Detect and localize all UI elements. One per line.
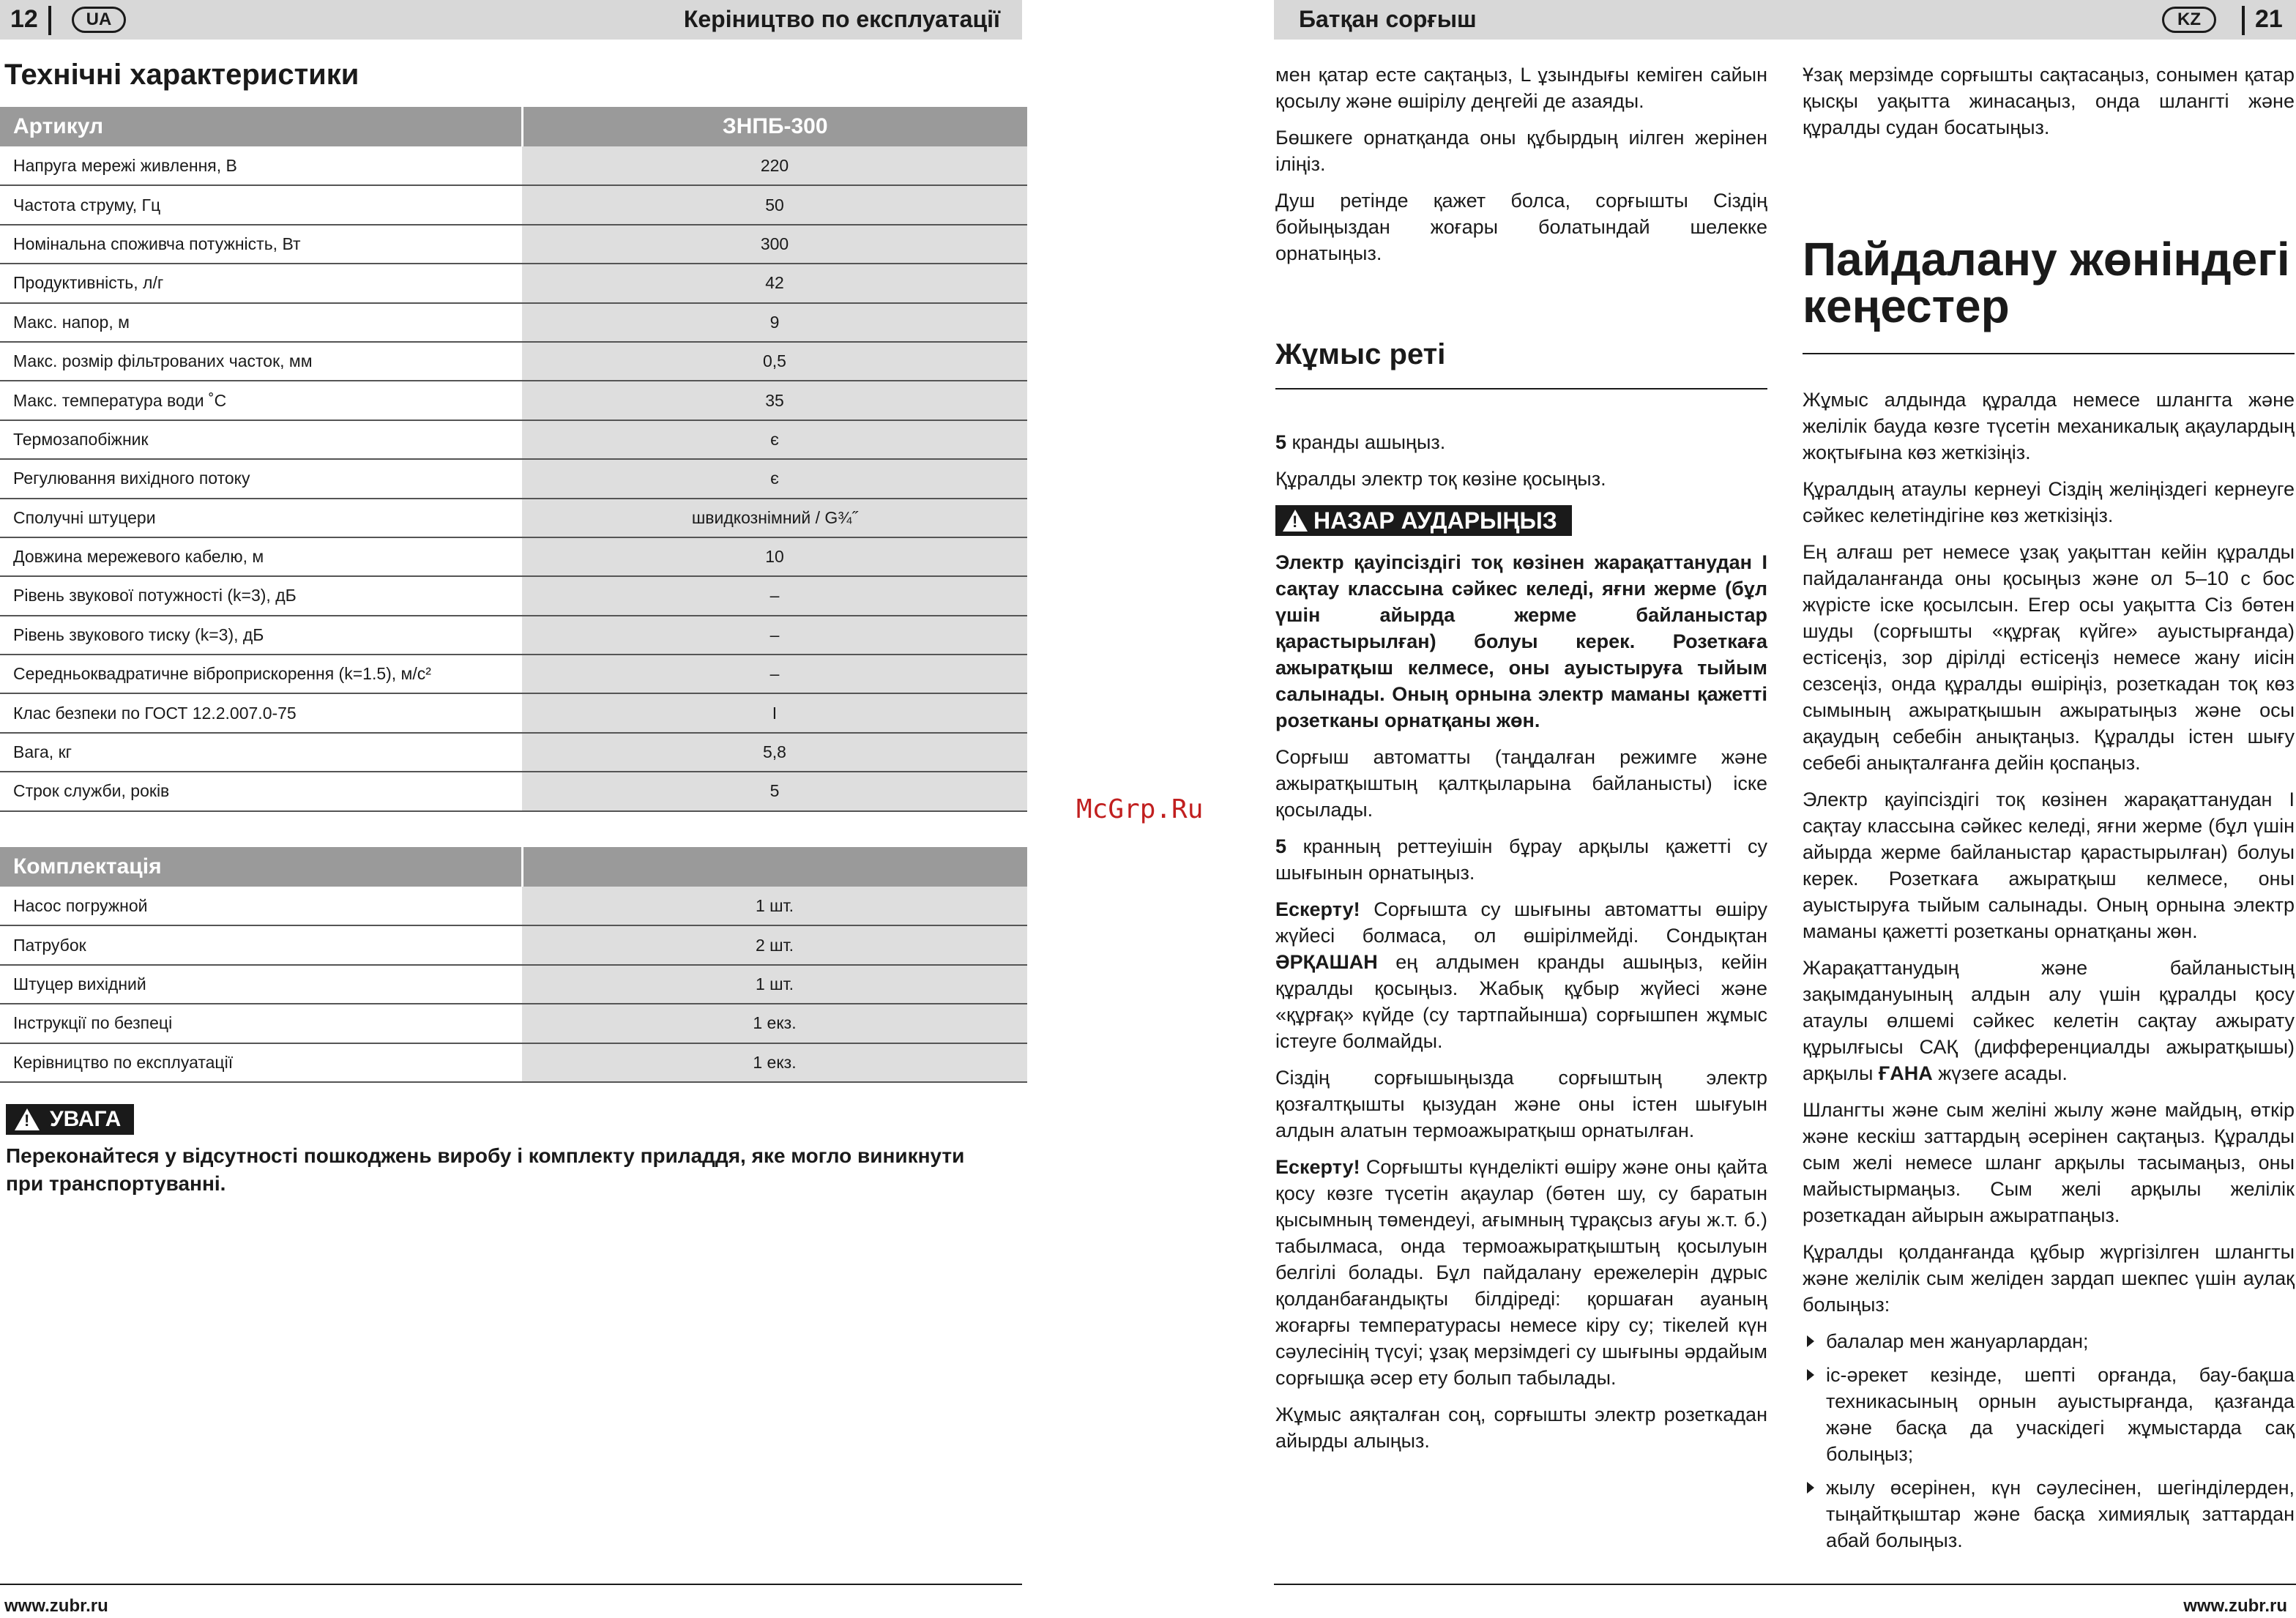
- table-cell-name: Термозапобіжник: [0, 420, 522, 459]
- table-row: [0, 1043, 1027, 1082]
- table-cell-value: 5,8: [522, 733, 1027, 772]
- table-row: [0, 537, 1027, 576]
- right-page-header: [1274, 0, 2296, 40]
- table-cell-value: 1 шт.: [522, 965, 1027, 1004]
- footer-divider: [0, 1584, 1022, 1585]
- table-header-cell: ЗНПБ-300: [522, 107, 1027, 146]
- paragraph: Сіздің сорғышыңызда сорғыштың электр қозғалтқышты қызудан және оны істен шығуын алдын алатын термоажыратқыш орнатылған.: [1275, 1067, 1767, 1141]
- list-item: [1803, 1475, 2295, 1554]
- table-row: [0, 925, 1027, 964]
- table-cell-name: Макс. напор, м: [0, 303, 522, 342]
- paragraph-text: жүзеге асады.: [1932, 1062, 2068, 1084]
- text-column-left: [1275, 61, 1767, 1464]
- table-row: [0, 146, 1027, 185]
- table-cell-value: є: [522, 420, 1027, 459]
- table-cell-value: швидкознімний / G¾˝: [522, 499, 1027, 537]
- language-badge: KZ: [2162, 7, 2216, 33]
- list-item-text: балалар мен жануарлардан;: [1826, 1330, 2089, 1352]
- table-cell-value: 42: [522, 264, 1027, 302]
- list-item-text: жылу өсерінен, күн сәулесінен, шегінділерден, тыңайтқыштар және басқа химиялық заттардан абай болыңыз.: [1826, 1477, 2295, 1551]
- note-label: Ескерту!: [1275, 898, 1360, 920]
- table-row: [0, 887, 1027, 925]
- table-cell-value: 2 шт.: [522, 925, 1027, 964]
- bullet-list: [1803, 1328, 2295, 1554]
- list-item: [1803, 1328, 2295, 1354]
- paragraph-text: кранды ашыңыз.: [1286, 431, 1446, 453]
- footer-url: www.zubr.ru: [4, 1596, 108, 1616]
- paragraph: [1803, 955, 2295, 1086]
- table-cell-value: 300: [522, 225, 1027, 264]
- table-row: [0, 693, 1027, 732]
- paragraph: Шлангты және сым желіні жылу және майдың, өткір және кескіш заттардың әсерінен сақтаңыз. Құралды сым желі немесе шланг арқылы тасымаңыз, оны майыстырмаңыз. Сым желі арқылы желілік розеткадан айырын ажыратпаңыз.: [1803, 1099, 2295, 1226]
- table-cell-value: 220: [522, 146, 1027, 185]
- specs-table: [0, 107, 1027, 812]
- note-emphasis: ӘРҚАШАН: [1275, 951, 1378, 973]
- table-cell-value: 1 шт.: [522, 887, 1027, 925]
- warning-icon: !: [15, 1108, 40, 1130]
- table-cell-name: Керівництво по експлуатації: [0, 1043, 522, 1082]
- paragraph: Ұзақ мерзімде сорғышты сақтасаңыз, сонымен қатар қысқы уақытта жинасаңыз, онда шлангті және құралды судан босатыңыз.: [1803, 64, 2295, 138]
- table-row: [0, 342, 1027, 381]
- paragraph: [1275, 833, 1767, 886]
- footer-divider: [1274, 1584, 2296, 1585]
- header-divider: [48, 6, 51, 35]
- table-cell-name: Патрубок: [0, 925, 522, 964]
- table-row: [0, 381, 1027, 420]
- table-row: [0, 576, 1027, 615]
- page-number: 12: [10, 5, 38, 33]
- work-heading: Жұмыс реті: [1275, 337, 1767, 389]
- note-text: ең алдымен кранды ашыңыз, кейін құралды қосыңыз. Жабық құбыр жүйесі және «құрғақ» күйде (су тартпайынша) сорғышпен жұмыс істеуге болмайды.: [1275, 951, 1767, 1052]
- paragraph: Сорғыш автоматты (таңдалған режимге және ажыратқыштың қалтқыларына байланысты) іске қосылады.: [1275, 746, 1767, 821]
- left-page-header: [0, 0, 1022, 40]
- table-row: [0, 1004, 1027, 1043]
- table-cell-name: Частота струму, Гц: [0, 185, 522, 224]
- table-cell-value: –: [522, 616, 1027, 655]
- paragraph-text: Жарақаттанудың және байланыстың зақымдануының алдын алу үшін құралды қосу атаулы өлшемі сәйкес келетін сақтау ажырату құрылғысы САҚ (дифференциалды ажыратқышы) арқылы: [1803, 957, 2295, 1084]
- table-header-row: [0, 107, 1027, 146]
- table-row: [0, 303, 1027, 342]
- paragraph-text: кранның реттеуішін бұрау арқылы қажетті су шығынын орнатыңыз.: [1275, 835, 1767, 884]
- table-cell-name: Інструкції по безпеці: [0, 1004, 522, 1043]
- table-cell-value: I: [522, 693, 1027, 732]
- table-header-row: [0, 847, 1027, 887]
- step-number: 5: [1275, 431, 1287, 453]
- table-header-cell: [522, 847, 1027, 887]
- table-cell-value: 35: [522, 381, 1027, 420]
- language-badge: UA: [72, 7, 126, 33]
- footer-url: www.zubr.ru: [2183, 1596, 2287, 1616]
- warning-icon: !: [1283, 510, 1308, 532]
- table-cell-name: Рівень звукового тиску (k=3), дБ: [0, 616, 522, 655]
- table-row: [0, 499, 1027, 537]
- bullet-arrow-icon: [1807, 1369, 1814, 1381]
- paragraph: Электр қауіпсіздігі тоқ көзінен жарақаттанудан I сақтау классына сәйкес келеді, яғни жерме (бұл үшін айырда жерме байланыстар қарастырылған) болуы керек. Розеткаға ажыратқыш келмесе, оны ауыстыруға тыйым салынады. Оның орнына электр маманы қажетті розетканы орнатқаны жөн.: [1803, 789, 2295, 942]
- note-text: Сорғышты күнделікті өшіру және оны қайта қосу көзге түсетін ақаулар (бөтен шу, су баратын қысымның төмендеуі, ағымның тұрақсыз ағуы ж.т. б.) табылмаса, онда термоажыратқыштың қосылуын белгілі болады. Бұл пайдалану ережелерін дұрыс қолданбағандықты білдіреді: қоршаған ауаның жоғарғы температурасы немесе кіру су; тікелей күн сәулесінің түсуі; ұзақ мерзімдегі су шығыны әрдайым сорғышқа әсер ету болып табылады.: [1275, 1156, 1767, 1389]
- table-cell-name: Штуцер вихідний: [0, 965, 522, 1004]
- table-cell-name: Макс. розмір фільтрованих часток, мм: [0, 342, 522, 381]
- page-number: 21: [2255, 5, 2283, 33]
- table-cell-value: 0,5: [522, 342, 1027, 381]
- paragraph-emphasis: ҒАНА: [1878, 1062, 1933, 1084]
- table-cell-name: Насос погружной: [0, 887, 522, 925]
- table-cell-value: 9: [522, 303, 1027, 342]
- table-row: [0, 965, 1027, 1004]
- table-row: [0, 264, 1027, 302]
- table-row: [0, 772, 1027, 810]
- attention-label: НАЗАР АУДАРЫҢЫЗ: [1313, 507, 1557, 534]
- step-number: 5: [1275, 835, 1287, 857]
- table-cell-name: Продуктивність, л/г: [0, 264, 522, 302]
- table-cell-name: Сполучні штуцери: [0, 499, 522, 537]
- paragraph: [1275, 429, 1767, 455]
- paragraph: Жұмыс алдында құралда немесе шлангта және желілік бауда көзге түсетін механикалық ақаулардың жоқтығына көз жеткізіңіз.: [1803, 389, 2295, 463]
- table-cell-value: 1 екз.: [522, 1043, 1027, 1082]
- paragraph: Құралдың атаулы кернеуі Сіздің желіңіздегі кернеуге сәйкес келетіндігіне көз жеткізіңіз.: [1803, 478, 2295, 526]
- table-cell-name: Середньоквадратичне віброприскорення (k=1.5), м/с²: [0, 655, 522, 693]
- note-paragraph: [1275, 1154, 1767, 1391]
- table-cell-name: Регулювання вихідного потоку: [0, 459, 522, 498]
- attention-text: Электр қауіпсіздігі тоқ көзінен жарақаттанудан I сақтау классына сәйкес келеді, яғни жерме (бұл үшін айырда жерме байланыстар қарастырылған) болуы керек. Розеткаға ажыратқыш келмесе, оны ауыстыруға тыйым салынады. Оның орнына электр маманы қажетті розетканы орнатқаны жөн.: [1275, 551, 1767, 731]
- bullet-arrow-icon: [1807, 1335, 1814, 1347]
- table-cell-name: Номінальна споживча потужність, Вт: [0, 225, 522, 264]
- table-cell-value: 5: [522, 772, 1027, 810]
- table-row: [0, 459, 1027, 498]
- list-item-text: іс-әрекет кезінде, шепті орғанда, бау-бақша техникасының орнын ауыстырғанда, қазғанда және басқа да учаскідегі жұмыстарда сақ болыңыз;: [1826, 1364, 2295, 1465]
- list-item: [1803, 1362, 2295, 1467]
- paragraph: Жұмыс аяқталған соң, сорғышты электр розеткадан айырды алыңыз.: [1275, 1403, 1767, 1452]
- table-row: [0, 185, 1027, 224]
- table-row: [0, 225, 1027, 264]
- table-cell-name: Вага, кг: [0, 733, 522, 772]
- paragraph: Ең алғаш рет немесе ұзақ уақыттан кейін құралды пайдаланғанда оны қосыңыз және ол 5–10 с бос жүрісте іске қосылсын. Егер осы уақытта Сіз бөтен шуды (сорғышты «құрғақ күйге» ауыстырғанда) естісеңіз, зор дірілді естісеңіз немесе жану иісін сезсеңіз, онда құралды өшіріңіз, розеткадан тоқ көз сымының ажыратқышын ажыратыңыз және осы ақаудың себебін анықтаңыз. Құралды істен шығу себебі анықталғанға дейін қоспаңыз.: [1803, 541, 2295, 774]
- attention-badge: [1275, 505, 1572, 536]
- table-row: [0, 733, 1027, 772]
- table-cell-name: Макс. температура води ˚С: [0, 381, 522, 420]
- table-header-cell: Артикул: [0, 107, 522, 146]
- paragraph: Құралды қолданғанда құбыр жүргізілген шлангты және желілік сым желіден зардап шекпес үшін аулақ болыңыз:: [1803, 1241, 2295, 1316]
- text-column-right: [1803, 61, 2295, 1561]
- table-cell-name: Рівень звукової потужності (k=3), дБ: [0, 576, 522, 615]
- note-label: Ескерту!: [1275, 1156, 1360, 1178]
- table-cell-value: –: [522, 576, 1027, 615]
- note-paragraph: [1275, 896, 1767, 1054]
- table-row: [0, 616, 1027, 655]
- table-cell-name: Клас безпеки по ГОСТ 12.2.007.0-75: [0, 693, 522, 732]
- table-cell-value: є: [522, 459, 1027, 498]
- table-cell-value: –: [522, 655, 1027, 693]
- header-title: Керіництво по експлуатації: [683, 6, 1000, 32]
- paragraph: Душ ретінде қажет болса, сорғышты Сіздің бойыңыздан жоғары болатындай шелекке орнатыңыз.: [1275, 190, 1767, 264]
- bullet-arrow-icon: [1807, 1482, 1814, 1494]
- paragraph: Құралды электр тоқ көзіне қосыңыз.: [1275, 468, 1606, 490]
- paragraph: Бөшкеге орнатқанда оны құбырдың иілген жерінен іліңіз.: [1275, 127, 1767, 175]
- table-row: [0, 655, 1027, 693]
- warning-text: Переконайтеся у відсутності пошкоджень виробу і комплекту приладдя, яке могло виникнути при транспортуванні.: [6, 1144, 965, 1195]
- table-cell-value: 1 екз.: [522, 1004, 1027, 1043]
- table-cell-name: Довжина мережевого кабелю, м: [0, 537, 522, 576]
- table-cell-name: Напруга мережі живлення, В: [0, 146, 522, 185]
- header-divider: [2242, 6, 2245, 35]
- kit-table: [0, 847, 1027, 1083]
- paragraph: мен қатар есте сақтаңыз, L ұзындығы кеміген сайын қосылу және өшірілу деңгейі де азаяды.: [1275, 64, 1767, 112]
- watermark: McGrp.Ru: [1076, 794, 1204, 824]
- warning-label: УВАГА: [50, 1107, 122, 1131]
- note-text: Сорғышта су шығыны автоматты өшіру жүйесі болмаса, ол өшірілмейді. Сондықтан: [1275, 898, 1767, 947]
- table-row: [0, 420, 1027, 459]
- table-cell-value: 10: [522, 537, 1027, 576]
- header-title: Батқан сорғыш: [1299, 6, 1477, 32]
- table-header-cell: Комплектація: [0, 847, 522, 887]
- warning-badge: [6, 1104, 134, 1135]
- table-cell-value: 50: [522, 185, 1027, 224]
- section-title: Технічні характеристики: [4, 59, 359, 91]
- table-cell-name: Строк служби, років: [0, 772, 522, 810]
- tips-heading: Пайдалану жөніндегі кеңестер: [1803, 236, 2295, 354]
